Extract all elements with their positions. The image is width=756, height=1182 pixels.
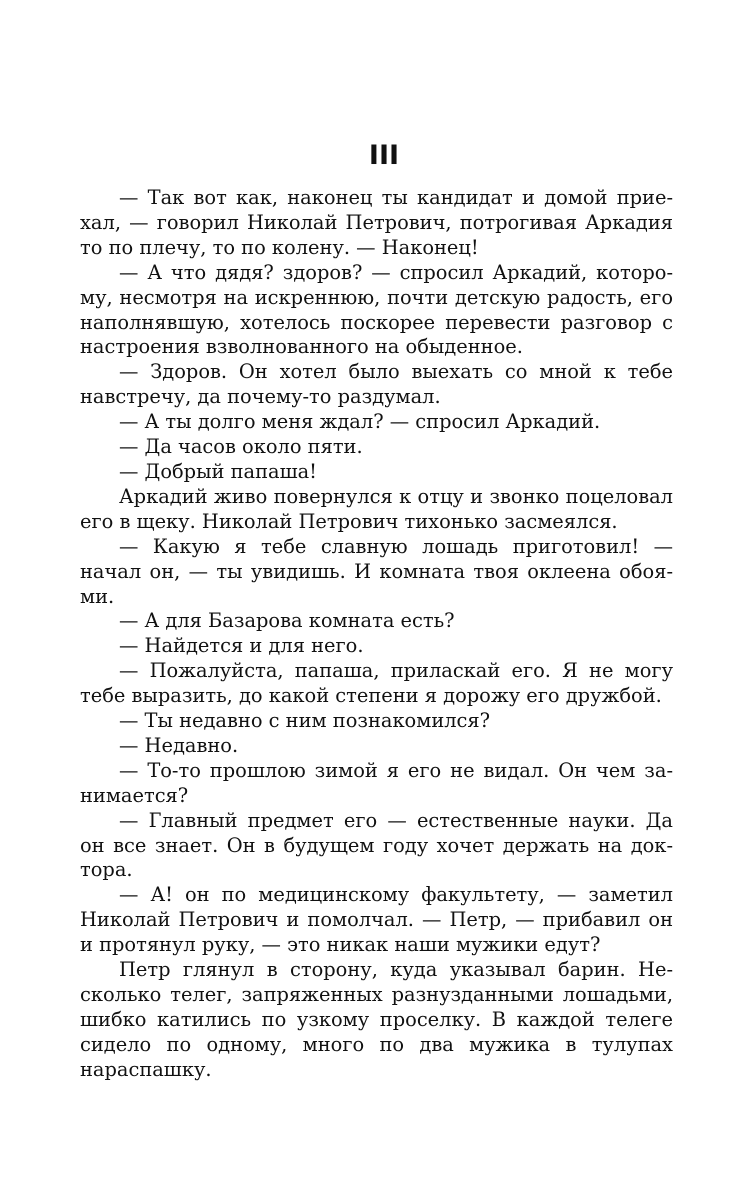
paragraph: — Пожалуйста, папаша, приласкай его. Я не могу тебе выразить, до какой степени я дорожу его дружбой. <box>80 659 673 708</box>
paragraph: — А что дядя? здоров? — спросил Аркадий, которому, несмотря на искреннюю, почти детскую радость, его наполнявшую, хотелось поскорее перевести разговор с настроения взволнованного на обыденное. <box>80 260 673 359</box>
paragraph: — Какую я тебе славную лошадь приготовил! — начал он, — ты увидишь. И комната твоя оклеена обоями. <box>80 534 673 608</box>
paragraph: — Так вот как, наконец ты кандидат и домой приехал, — говорил Николай Петрович, потрогивая Аркадия то по плечу, то по колену. — Наконец! <box>80 186 673 259</box>
paragraph: — Ты недавно с ним познакомился? <box>119 709 491 733</box>
paragraph: — Главный предмет его — естественные науки. Да он все знает. Он в будущем году хочет держать на доктора. <box>80 808 673 882</box>
chapter-title: III <box>368 140 400 171</box>
paragraph: — Добрый папаша! <box>119 459 317 483</box>
paragraph: — А! он по медицинскому факультету, — заметил Николай Петрович и помолчал. — Петр, — прибавил он и протянул руку, — это никак наши мужики едут? <box>80 883 673 957</box>
book-page <box>80 138 673 1083</box>
paragraph: — То-то прошлою зимой я его не видал. Он чем занимается? <box>80 758 673 807</box>
paragraph: — Недавно. <box>119 733 239 757</box>
paragraph: Петр глянул в сторону, куда указывал барин. Несколько телег, запряженных разнузданными лошадьми, шибко катились по узкому проселку. В каждой телеге сидело по одному, много по два мужика в тулупах нараспашку. <box>80 958 673 1081</box>
paragraph: Аркадий живо повернулся к отцу и звонко поцеловал его в щеку. Николай Петрович тихонько засмеялся. <box>80 484 673 533</box>
paragraph: — Здоров. Он хотел было выехать со мной к тебе навстречу, да почему-то раздумал. <box>80 360 673 409</box>
paragraph: — А ты долго меня ждал? — спросил Аркадий. <box>119 410 601 434</box>
paragraph: — Найдется и для него. <box>119 634 364 658</box>
paragraph: — А для Базарова комната есть? <box>119 609 455 633</box>
paragraph: — Да часов около пяти. <box>119 435 363 459</box>
